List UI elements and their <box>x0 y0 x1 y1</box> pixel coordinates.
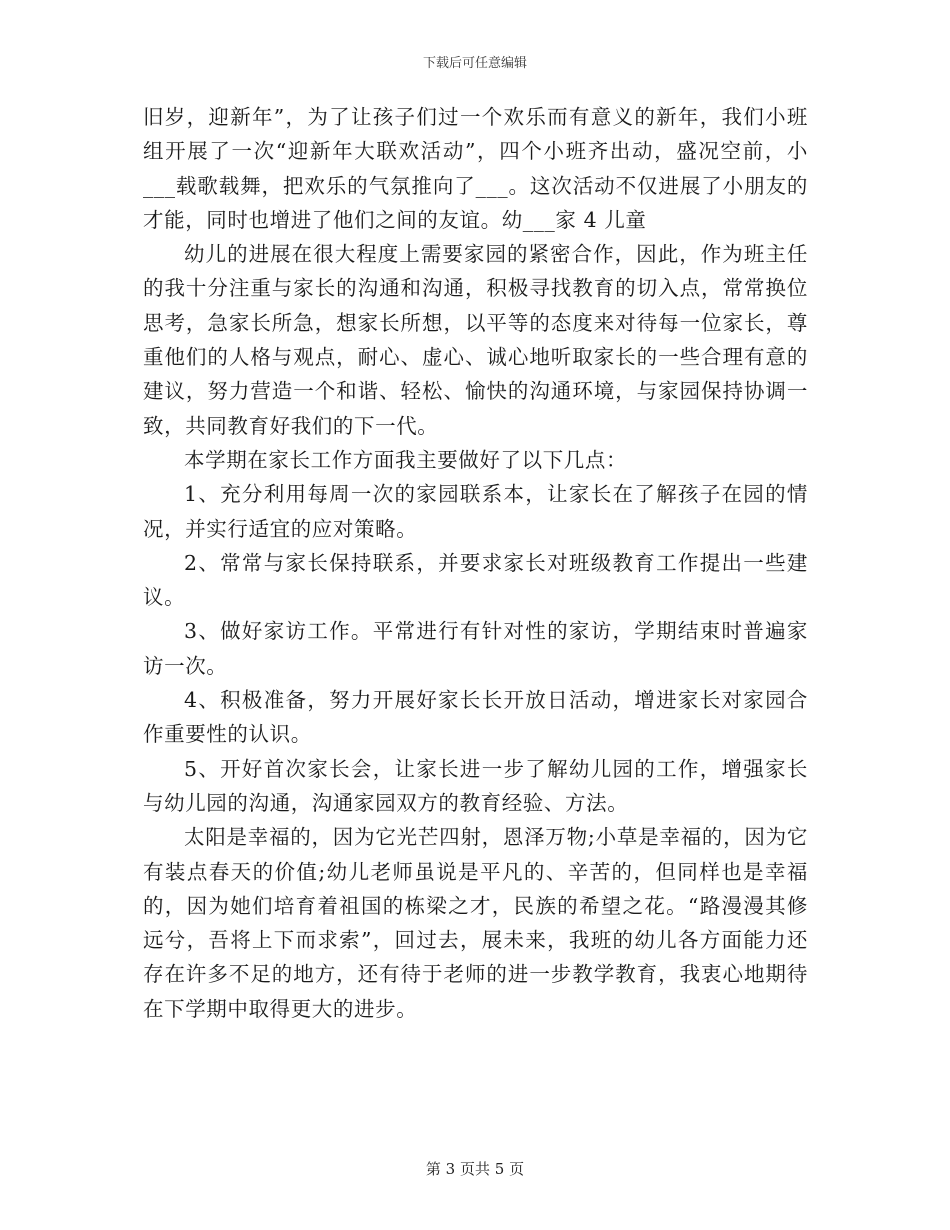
list-item-4: 4、积极准备，努力开展好家长长开放日活动，增进家长对家园合作重要性的认识。 <box>143 688 808 747</box>
closing-paragraph: 太阳是幸福的，因为它光芒四射，恩泽万物;小草是幸福的，因为它有装点春天的价值;幼儿老师虽说是平凡的、辛苦的，但同样也是幸福的，因为她们培育着祖国的栋梁之才，民族的希望之花。“路漫漫其修远兮，吾将上下而求索”，回过去，展未来，我班的幼儿各方面能力还存在许多不足的地方，还有待于老师的进一步教学教育，我衷心地期待在下学期中取得更大的进步。 <box>143 825 808 1021</box>
list-item-3: 3、做好家访工作。平常进行有针对性的家访，学期结束时普遍家访一次。 <box>143 619 808 678</box>
paragraph-1: 旧岁，迎新年”，为了让孩子们过一个欢乐而有意义的新年，我们小班组开展了一次“迎新年大联欢活动”，四个小班齐出动，盛况空前，小___载歌载舞，把欢乐的气氛推向了___。这次活动不仅进展了小朋友的才能，同时也增进了他们之间的友谊。幼___家 4 儿童 <box>143 105 808 232</box>
list-item-1: 1、充分利用每周一次的家园联系本，让家长在了解孩子在园的情况，并实行适宜的应对策略。 <box>143 482 808 541</box>
list-item-5: 5、开好首次家长会，让家长进一步了解幼儿园的工作，增强家长与幼儿园的沟通，沟通家园双方的教育经验、方法。 <box>143 756 808 815</box>
paragraph-2: 幼儿的进展在很大程度上需要家园的紧密合作，因此，作为班主任的我十分注重与家长的沟通和沟通，积极寻找教育的切入点，常常换位思考，急家长所急，想家长所想，以平等的态度来对待每一位家长，尊重他们的人格与观点，耐心、虚心、诚心地听取家长的一些合理有意的建议，努力营造一个和谐、轻松、愉快的沟通环境，与家园保持协调一致，共同教育好我们的下一代。 <box>143 242 808 438</box>
list-item-2: 2、常常与家长保持联系，并要求家长对班级教育工作提出一些建议。 <box>143 550 808 610</box>
document-body <box>143 100 808 1026</box>
page-footer: 第 3 页共 5 页 <box>425 1160 525 1178</box>
page-header: 下载后可任意编辑 <box>422 56 527 71</box>
paragraph-3: 本学期在家长工作方面我主要做好了以下几点： <box>184 447 628 472</box>
